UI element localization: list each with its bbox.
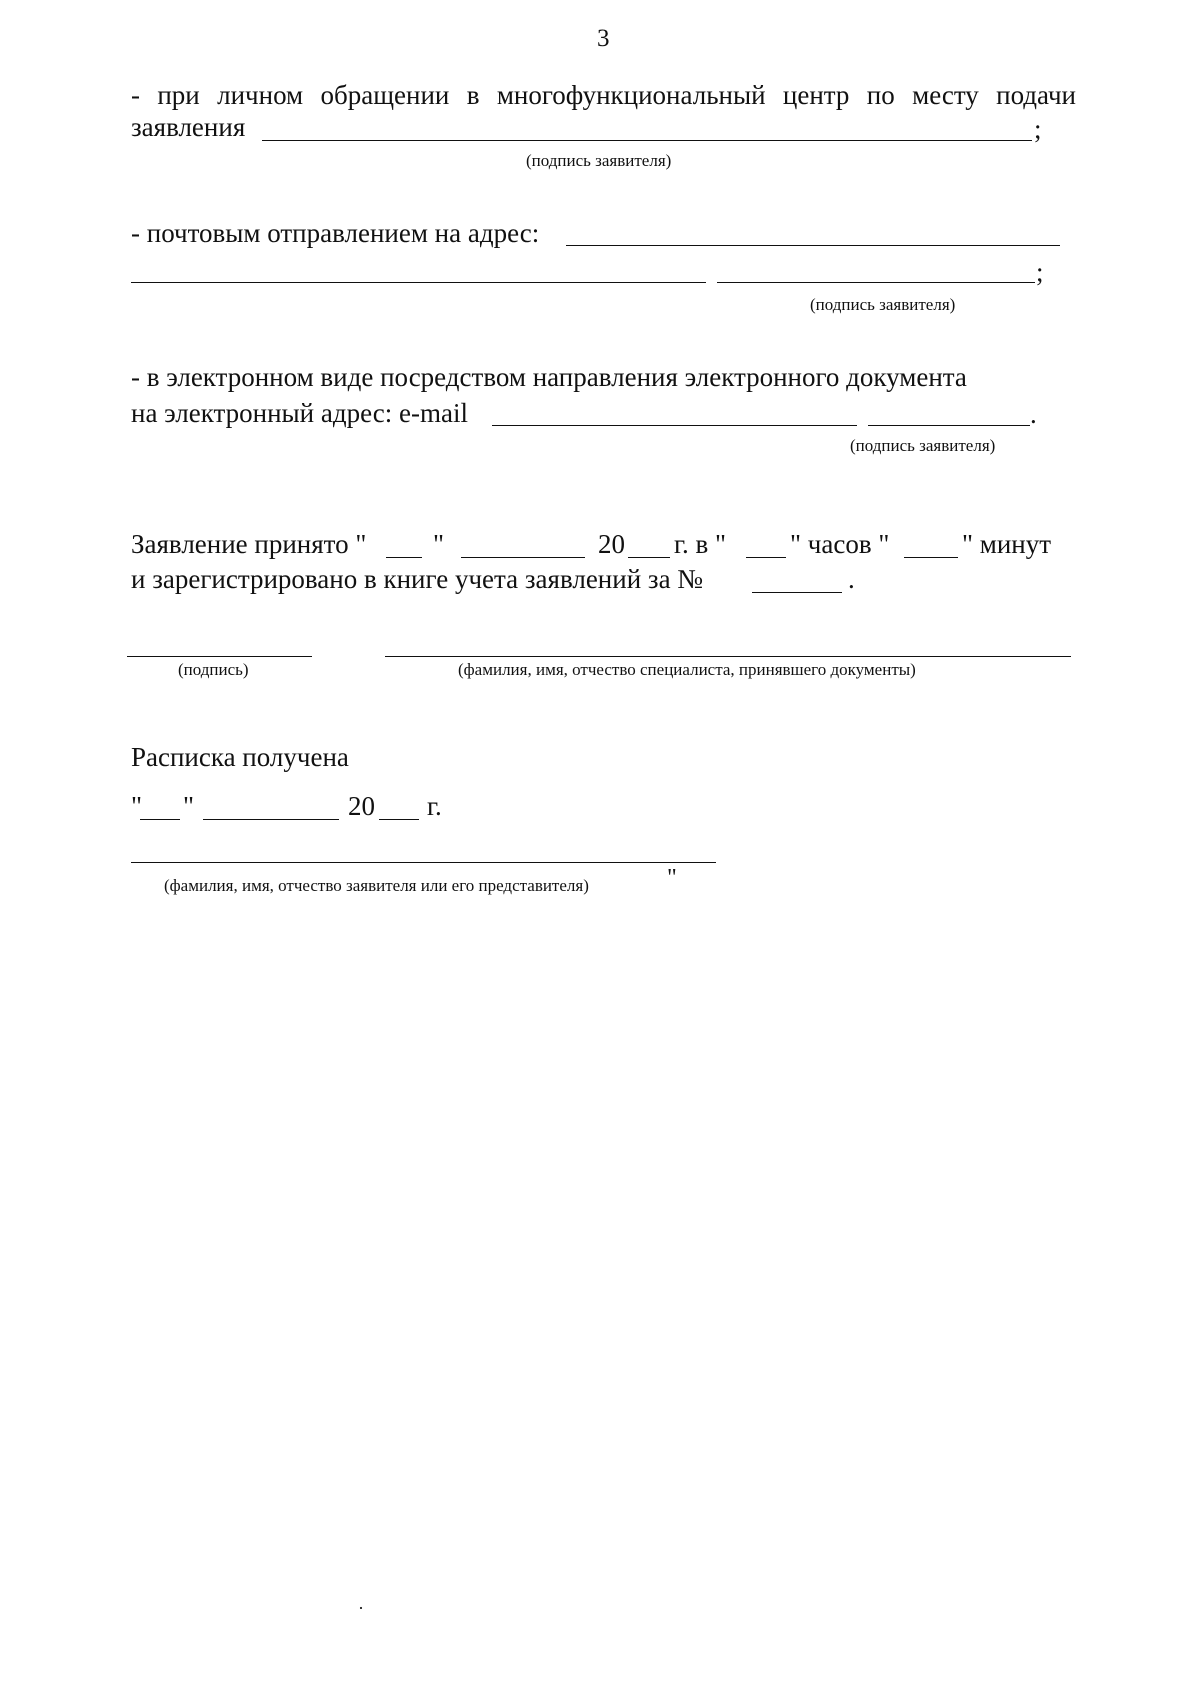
email-signature-caption: (подпись заявителя) (850, 436, 996, 455)
specialist-name-field[interactable] (385, 656, 1071, 657)
receipt-year-prefix: 20 (348, 791, 375, 821)
applicant-name-field[interactable] (131, 862, 716, 863)
mfc-line-1-word: подачи (996, 80, 1076, 110)
specialist-signature-caption: (подпись) (178, 660, 249, 679)
registration-number-field[interactable] (752, 592, 842, 593)
mfc-line-1-word: центр (782, 80, 850, 110)
accepted-hours-field[interactable] (746, 557, 786, 558)
specialist-signature-field[interactable] (127, 656, 312, 657)
accepted-text-5: " часов " (790, 529, 890, 559)
mfc-semicolon: ; (1034, 114, 1042, 144)
receipt-year-field[interactable] (379, 819, 419, 820)
accepted-line-2: и зарегистрировано в книге учета заявлений за № (131, 564, 704, 594)
email-line-1: - в электронном виде посредством направления электронного документа (131, 362, 967, 392)
post-address-field-2[interactable] (131, 282, 706, 283)
mfc-signature-caption: (подпись заявителя) (526, 151, 672, 170)
footer-mark: · (358, 1598, 364, 1618)
accepted-day-field[interactable] (386, 557, 422, 558)
mfc-line-1-word: при (157, 80, 200, 110)
mfc-line-1-word: по (866, 80, 895, 110)
accepted-minutes-field[interactable] (904, 557, 958, 558)
accepted-text-1: Заявление принято " (131, 529, 367, 559)
receipt-day-field[interactable] (140, 819, 180, 820)
post-address-field-1[interactable] (566, 245, 1060, 246)
post-label: - почтовым отправлением на адрес: (131, 218, 540, 248)
mfc-line-1-word: личном (217, 80, 304, 110)
receipt-quote-open: " (131, 791, 143, 821)
mfc-signature-field[interactable] (262, 140, 1032, 141)
accepted-year-field[interactable] (628, 557, 670, 558)
mfc-line-1-word: многофункциональный (496, 80, 766, 110)
specialist-name-caption: (фамилия, имя, отчество специалиста, принявшего документы) (458, 660, 916, 679)
mfc-line-1 (131, 82, 1076, 109)
receipt-year-suffix: г. (427, 791, 442, 821)
post-signature-caption: (подпись заявителя) (810, 295, 956, 314)
email-label: на электронный адрес: e-mail (131, 398, 468, 428)
applicant-name-caption: (фамилия, имя, отчество заявителя или его представителя) (164, 876, 589, 895)
email-signature-field[interactable] (868, 425, 1030, 426)
mfc-line-1-word: месту (912, 80, 979, 110)
accepted-month-field[interactable] (461, 557, 585, 558)
closing-quote: " (667, 865, 677, 891)
mfc-line-1-word: обращении (320, 80, 450, 110)
receipt-month-field[interactable] (203, 819, 339, 820)
accepted-text-6: " минут (962, 529, 1052, 559)
mfc-line-1-word: - (131, 80, 140, 110)
accepted-text-2: " (433, 529, 445, 559)
page-number: 3 (597, 25, 610, 52)
accepted-text-4: г. в " (674, 529, 727, 559)
receipt-quote-close: " (183, 791, 195, 821)
email-period: . (1030, 399, 1037, 429)
email-address-field[interactable] (492, 425, 857, 426)
post-signature-field[interactable] (717, 282, 1035, 283)
mfc-label: заявления (131, 112, 246, 142)
post-semicolon: ; (1036, 257, 1044, 287)
accepted-year-prefix: 20 (598, 529, 625, 559)
accepted-period: . (848, 564, 855, 594)
mfc-line-1-word: в (466, 80, 480, 110)
receipt-title: Расписка получена (131, 742, 349, 772)
